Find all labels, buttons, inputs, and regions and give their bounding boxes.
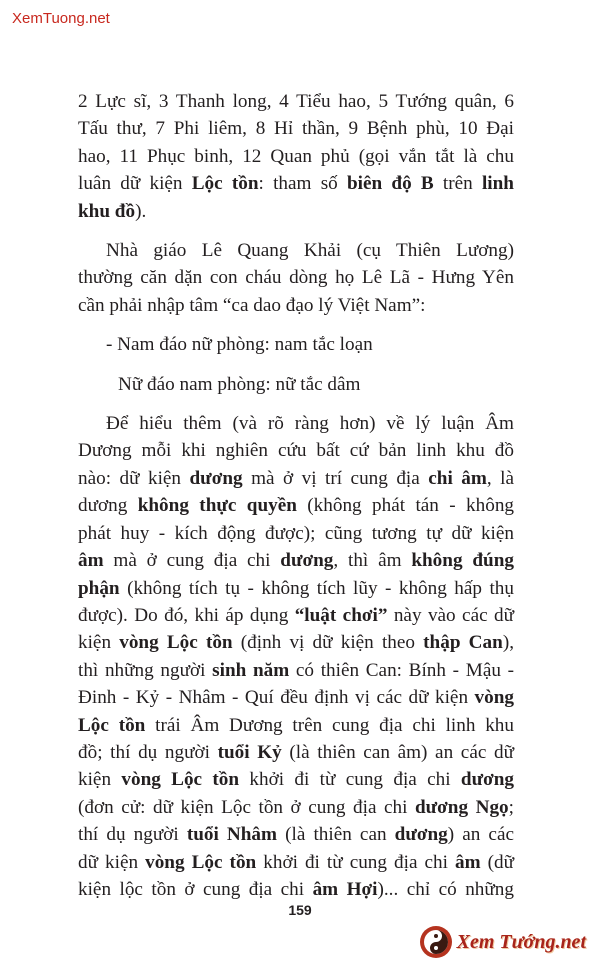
text-line [78, 575, 514, 602]
text-run: (là thiên can [277, 824, 395, 846]
bold-term: tuổi Nhâm [186, 824, 278, 846]
text-run: Dương mỗi khi nghiên cứu bất cứ bản linh khu đồ [78, 440, 514, 462]
text-line [78, 821, 514, 848]
text-run: luân dữ kiện [78, 173, 192, 195]
text-run: trái Âm Dương trên cung địa chi linh khu [145, 714, 514, 736]
bold-term: Lộc tồn [78, 714, 146, 736]
bold-term: “luật chơi” [294, 604, 388, 626]
text-run: ). [135, 200, 147, 222]
text-run: Đinh - Kỷ - Nhâm - Quí đều định vị các dữ kiện [78, 687, 475, 709]
text-run: - Nam đáo nữ phòng: nam tắc loạn [106, 334, 373, 356]
page-body [78, 88, 514, 903]
bold-term: biên độ B [346, 173, 434, 195]
text-run: (đơn cử: dữ kiện Lộc tồn ở cung địa chi [78, 796, 415, 818]
paragraph-gap [78, 319, 514, 331]
bold-term: vòng [474, 687, 514, 709]
watermark-bottom-text: Xem Tướng.net [456, 930, 586, 953]
text-run: khởi đi từ cung địa chi [239, 769, 461, 791]
text-line [78, 115, 514, 142]
text-line [78, 492, 514, 519]
text-run: (là thiên can âm) an các dữ [281, 741, 514, 763]
text-run: kiện [78, 632, 120, 654]
text-line [78, 766, 514, 793]
text-run: dữ kiện [78, 851, 146, 873]
text-line [78, 198, 514, 225]
bold-term: âm [78, 550, 104, 572]
bold-term: vòng Lộc tồn [145, 851, 257, 873]
text-run: (không tích tụ - không tích lũy - không hấp thụ [119, 577, 514, 599]
watermark-bottom [420, 922, 586, 962]
bold-term: tuổi Kỷ [217, 741, 282, 763]
text-run: kiện lộc tồn ở cung địa chi [78, 878, 313, 900]
text-run: Nhà giáo Lê Quang Khải (cụ Thiên Lương) [106, 240, 514, 262]
text-line [78, 264, 514, 291]
bold-term: chi âm [428, 467, 487, 489]
bold-term: thập Can [423, 632, 503, 654]
bold-term: không thực quyền [137, 495, 297, 517]
text-line [78, 331, 514, 358]
text-run: có thiên Can: Bính - Mậu - [289, 659, 514, 681]
bold-term: sinh năm [212, 659, 290, 681]
bold-term: dương Ngọ [415, 796, 509, 818]
paragraph-gap [78, 359, 514, 371]
text-line [78, 876, 514, 903]
text-run: kiện [78, 769, 122, 791]
text-line [78, 602, 514, 629]
text-run: ) an các [447, 824, 514, 846]
bold-term: dương [280, 550, 334, 572]
text-run: : tham số [258, 173, 347, 195]
page-number: 159 [288, 902, 312, 918]
text-line [78, 684, 514, 711]
bold-term: vòng Lộc tồn [121, 769, 240, 791]
bold-term: Lộc tồn [191, 173, 259, 195]
text-line [78, 712, 514, 739]
text-run: được). Do đó, khi áp dụng [78, 604, 295, 626]
text-run: ; [508, 796, 514, 818]
text-run: Tấu thư, 7 Phi liêm, 8 Hỉ thần, 9 Bệnh phù, 10 Đại [78, 118, 514, 140]
text-run: )... chỉ có những [377, 878, 514, 900]
text-line [78, 237, 514, 264]
text-run: thì những người [78, 659, 213, 681]
watermark-top: XemTuong.net [12, 10, 110, 27]
text-run: dương [78, 495, 138, 517]
text-run: mà ở vị trí cung địa [242, 467, 429, 489]
paragraph-gap [78, 225, 514, 237]
text-line [78, 657, 514, 684]
text-line [78, 410, 514, 437]
text-line [78, 371, 514, 398]
text-run: 2 Lực sĩ, 3 Thanh long, 4 Tiểu hao, 5 Tướng quân, 6 [78, 91, 514, 112]
text-run: thường căn dặn con cháu dòng họ Lê Lã - Hưng Yên [78, 267, 514, 289]
text-run: Để hiểu thêm (và rõ ràng hơn) về lý luận Âm [106, 413, 514, 435]
text-run: , thì âm [333, 550, 412, 572]
bold-term: dương [460, 769, 514, 791]
text-run: Nữ đáo nam phòng: nữ tắc dâm [118, 373, 361, 395]
text-line [78, 292, 514, 319]
text-run: (dữ [480, 851, 515, 873]
text-line [78, 739, 514, 766]
text-run: này vào các dữ [387, 604, 515, 626]
text-line [78, 88, 514, 115]
text-run: trên [433, 173, 482, 195]
text-line [78, 465, 514, 492]
bold-term: khu đồ [78, 200, 136, 222]
bold-term: vòng Lộc tồn [119, 632, 233, 654]
text-line [78, 849, 514, 876]
text-line [78, 143, 514, 170]
text-run: , là [486, 467, 514, 489]
text-run: khởi đi từ cung địa chi [256, 851, 456, 873]
bold-term: âm Hợi [312, 878, 378, 900]
bold-term: không đúng [411, 550, 514, 572]
text-line [78, 437, 514, 464]
bold-term: phận [78, 577, 120, 599]
text-line [78, 794, 514, 821]
text-line [78, 520, 514, 547]
paragraph-gap [78, 398, 514, 410]
text-line [78, 547, 514, 574]
bold-term: dương [189, 467, 243, 489]
bold-term: linh [481, 173, 514, 195]
text-run: ), [502, 632, 514, 654]
text-run: hao, 11 Phục binh, 12 Quan phủ (gọi vắn tắt là chu [78, 145, 514, 167]
bold-term: dương [394, 824, 448, 846]
text-run: (không phát tán - không [296, 495, 515, 517]
text-line [78, 170, 514, 197]
text-run: cần phải nhập tâm “ca dao đạo lý Việt Nam”: [78, 294, 426, 316]
text-run: nào: dữ kiện [78, 467, 190, 489]
text-line [78, 629, 514, 656]
text-run: phát huy - kích động được); cũng tương tự dữ kiện [78, 522, 514, 544]
text-run: mà ở cung địa chi [103, 550, 281, 572]
text-run: (định vị dữ kiện theo [232, 632, 424, 654]
text-run: đồ; thí dụ người [78, 741, 218, 763]
yin-yang-icon [420, 926, 452, 958]
bold-term: âm [455, 851, 481, 873]
text-run: thí dụ người [78, 824, 187, 846]
